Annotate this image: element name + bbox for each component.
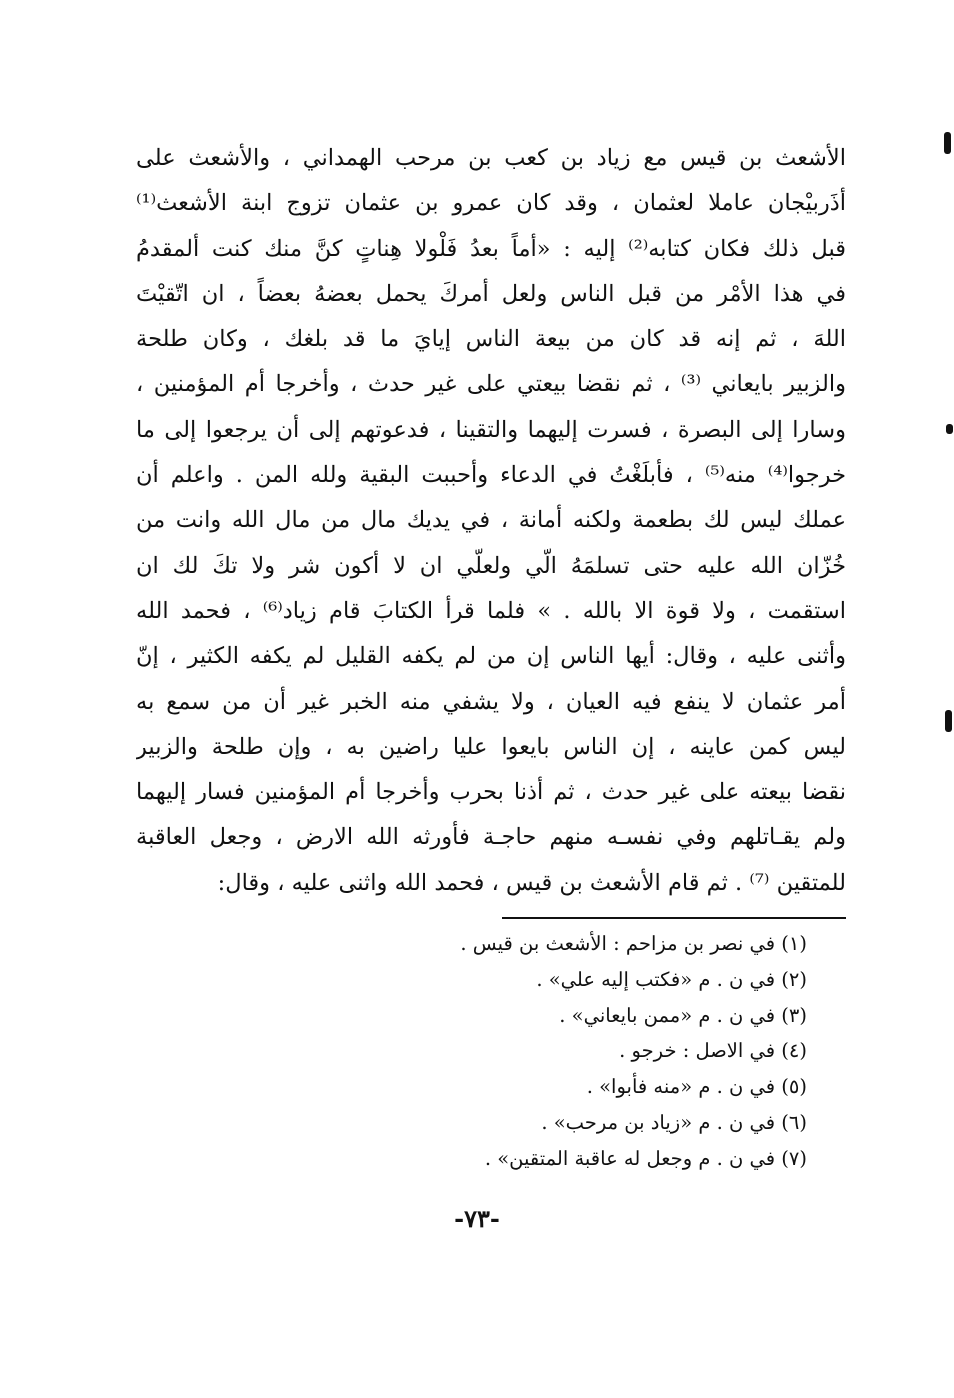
text-line: والزبير بايعاني ⁽³⁾ ، ثم نقضا بيعتي على غير حدث ، وأخرجا أم المؤمنين ،	[136, 371, 846, 398]
text-line: وسارا إلى البصرة ، فسرت إليهما والتقينا ، فدعوتهم إلى أن يرجعوا إلى ما	[136, 416, 846, 443]
footnotes	[300, 926, 807, 1177]
footnote: (٧) في ن . م وجعل له عاقبة المتقين» .	[484, 1146, 807, 1170]
text-line: ولم يقـاتلهم وفي نفسـه منهم حاجـة فأورثه الله الارض ، وجعل العاقبة	[136, 824, 846, 851]
footnote: (٣) في ن . م «ممن بايعاني» .	[559, 1003, 807, 1027]
text-line: أذَربيْجان عاملا لعثمان ، وقد كان عمرو بن عثمان تزوج ابنة الأشعث⁽¹⁾	[136, 190, 846, 217]
text-line: أمر عثمان لا ينفع فيه العيان ، ولا يشفي منه الخبر غير أن من سمع به	[136, 688, 846, 715]
text-line: قبل ذلك فكان كتابه⁽²⁾ إليه : «أماً بعدُ فَلْولا هِناتٍ كنَّ منك كنت ألمقدمُ	[136, 235, 846, 262]
text-line: اللهَ ، ثم إنه قد كان من بيعة الناس إيايَ ما قد بلغك ، وكان طلحة	[136, 326, 846, 353]
text-line: للمتقين ⁽⁷⁾ . ثم قام الأشعث بن قيس ، فحمد الله واثنى عليه ، وقال:	[217, 869, 846, 896]
margin-mark-top	[944, 132, 951, 154]
footnote: (٤) في الاصل : خرجو .	[619, 1039, 807, 1063]
footnote-divider	[502, 917, 846, 919]
text-line: في هذا الأمْر من قبل الناس ولعل أمركَ يحمل بعضهُ بعضاً ، ان اتّقيْتَ	[136, 280, 846, 307]
text-line: استقمت ، ولا قوة الا بالله . » فلما قرأ الكتابَ قام زياد⁽⁶⁾ ، فحمد الله	[136, 597, 846, 624]
text-line: الأشعث بن قيس مع زياد بن كعب بن مرحب الهمداني ، والأشعث على	[136, 145, 846, 171]
footnote: (١) في نصر بن مزاحم : الأشعث بن قيس .	[460, 932, 807, 955]
text-line: وأثنى عليه ، وقال: أيها الناس إن من لم يكفه القليل لم يكفه الكثير ، إنّ	[136, 643, 846, 670]
footnote: (٦) في ن . م «زياد بن مرحب» .	[541, 1110, 807, 1134]
footnote: (٢) في ن . م «فكتب إليه علي» .	[536, 967, 807, 991]
text-line: خُزّان الله عليه حتى تسلمَهُ الّي ولعلّي ان لا أكون شر ولا تكَ لك ان	[136, 552, 846, 579]
margin-mark-middle	[946, 424, 953, 434]
text-line: ليس كمن عاينه ، إن الناس بايعوا عليا راضين به ، وإن طلحة والزبير	[136, 733, 846, 760]
text-line: خرجوا⁽⁴⁾ منه⁽⁵⁾ ، فأبلَغْتُ في الدعاء وأحببت البقية ولله المن . واعلم أن	[136, 462, 846, 489]
main-text	[136, 136, 846, 906]
text-line: نقضا بيعته على غير حدث ، ثم أذنا بحرب وأخرجا أم المؤمنين فسار إليهما	[136, 779, 846, 806]
page-number: -٧٣-	[454, 1204, 500, 1233]
margin-mark-lower	[945, 710, 952, 732]
text-line: عملك ليس لك بطعمة ولكنه أمانة ، في يديك مال من مال الله وانت من	[136, 507, 846, 534]
footnote: (٥) في ن . م «منه فأبوا» .	[586, 1075, 807, 1099]
